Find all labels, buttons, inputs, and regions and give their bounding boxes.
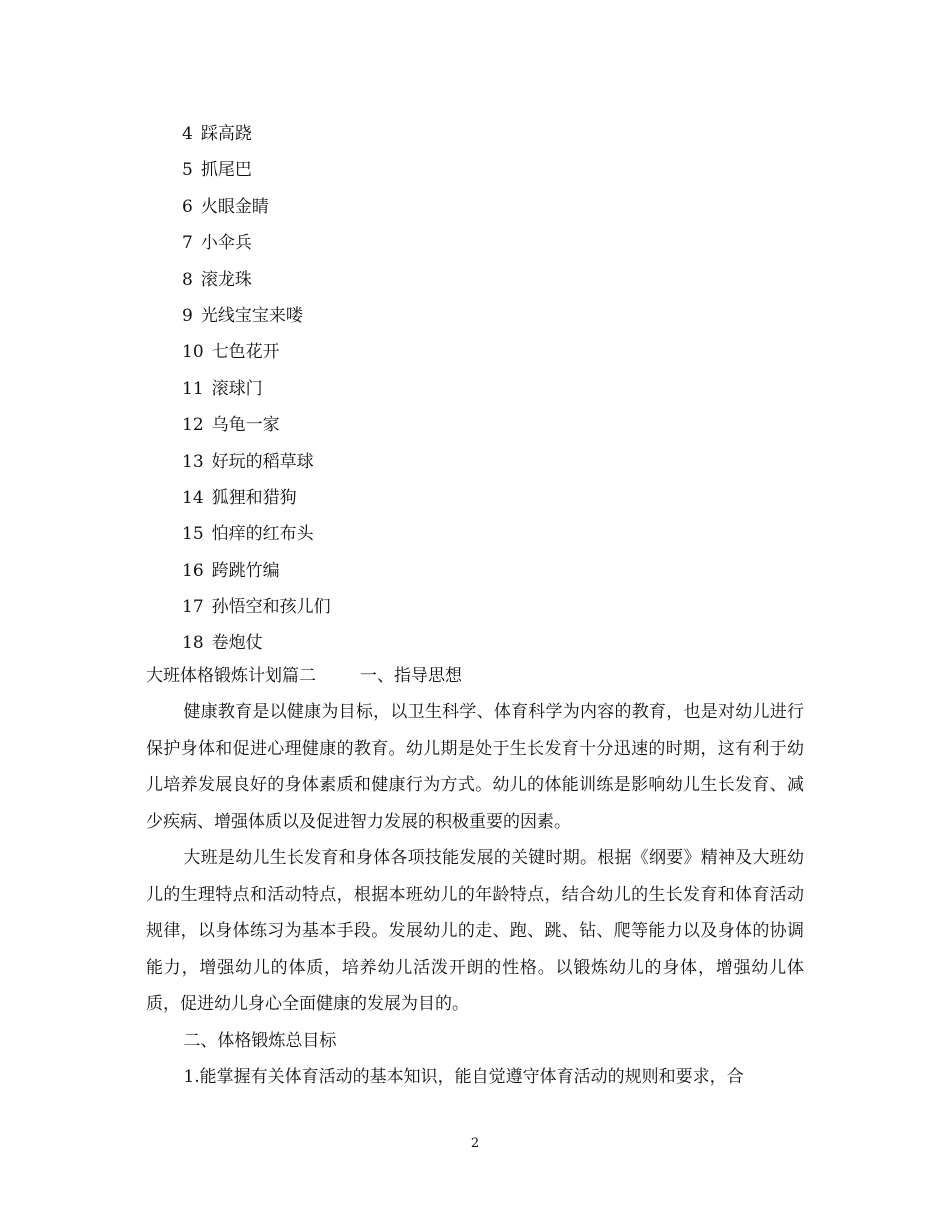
list-item: 7 小伞兵 (182, 233, 252, 254)
list-item: 5 抓尾巴 (182, 160, 252, 181)
list-item: 13 好玩的稻草球 (182, 451, 314, 472)
section-subtitle: 一、指导思想 (360, 666, 462, 686)
list-item: 6 火眼金睛 (182, 196, 269, 217)
paragraph-goal-1: 1.能掌握有关体育活动的基本知识，能自觉遵守体育活动的规则和要求，合 (183, 1067, 744, 1087)
list-item: 18 卷炮仗 (182, 633, 263, 654)
paragraph-key-period: 大班是幼儿生长发育和身体各项技能发展的关键时期。根据《纲要》精神及大班幼儿的生理特点和活动特点，根据本班幼儿的年龄特点，结合幼儿的生长发育和体育活动规律，以身体练习为基本手段。发展幼儿的走、跑、跳、钻、爬等能力以及身体的协调能力，增强幼儿的体质，培养幼儿活泼开朗的性格。以锻炼幼儿的身体，增强幼儿体质，促进幼儿身心全面健康的发展为目的。 (146, 848, 804, 1014)
list-item: 4 踩高跷 (182, 124, 252, 144)
page-number: 2 (470, 1136, 480, 1151)
list-item: 15 怕痒的红布头 (182, 524, 314, 545)
list-item: 11 滚球门 (182, 378, 263, 399)
subheading-overall-goals: 二、体格锻炼总目标 (183, 1030, 337, 1051)
paragraph-guiding-idea: 健康教育是以健康为目标，以卫生科学、体育科学为内容的教育，也是对幼儿进行保护身体和促进心理健康的教育。幼儿期是处于生长发育十分迅速的时期，这有利于幼儿培养发展良好的身体素质和健康行为方式。幼儿的体能训练是影响幼儿生长发育、减少疾病、增强体质以及促进智力发展的积极重要的因素。 (146, 702, 804, 832)
activity-list (182, 116, 331, 662)
section-title: 大班体格锻炼计划篇二 (146, 666, 316, 686)
list-item: 12 乌龟一家 (182, 415, 280, 436)
section-heading (146, 658, 804, 694)
list-item: 8 滚龙珠 (182, 269, 252, 290)
list-item: 10 七色花开 (182, 342, 280, 363)
document-body (146, 658, 804, 1096)
list-item: 17 孙悟空和孩儿们 (182, 597, 331, 618)
list-item: 9 光线宝宝来喽 (182, 305, 303, 326)
list-item: 16 跨跳竹编 (182, 560, 280, 581)
list-item: 14 狐狸和猎狗 (182, 487, 297, 508)
